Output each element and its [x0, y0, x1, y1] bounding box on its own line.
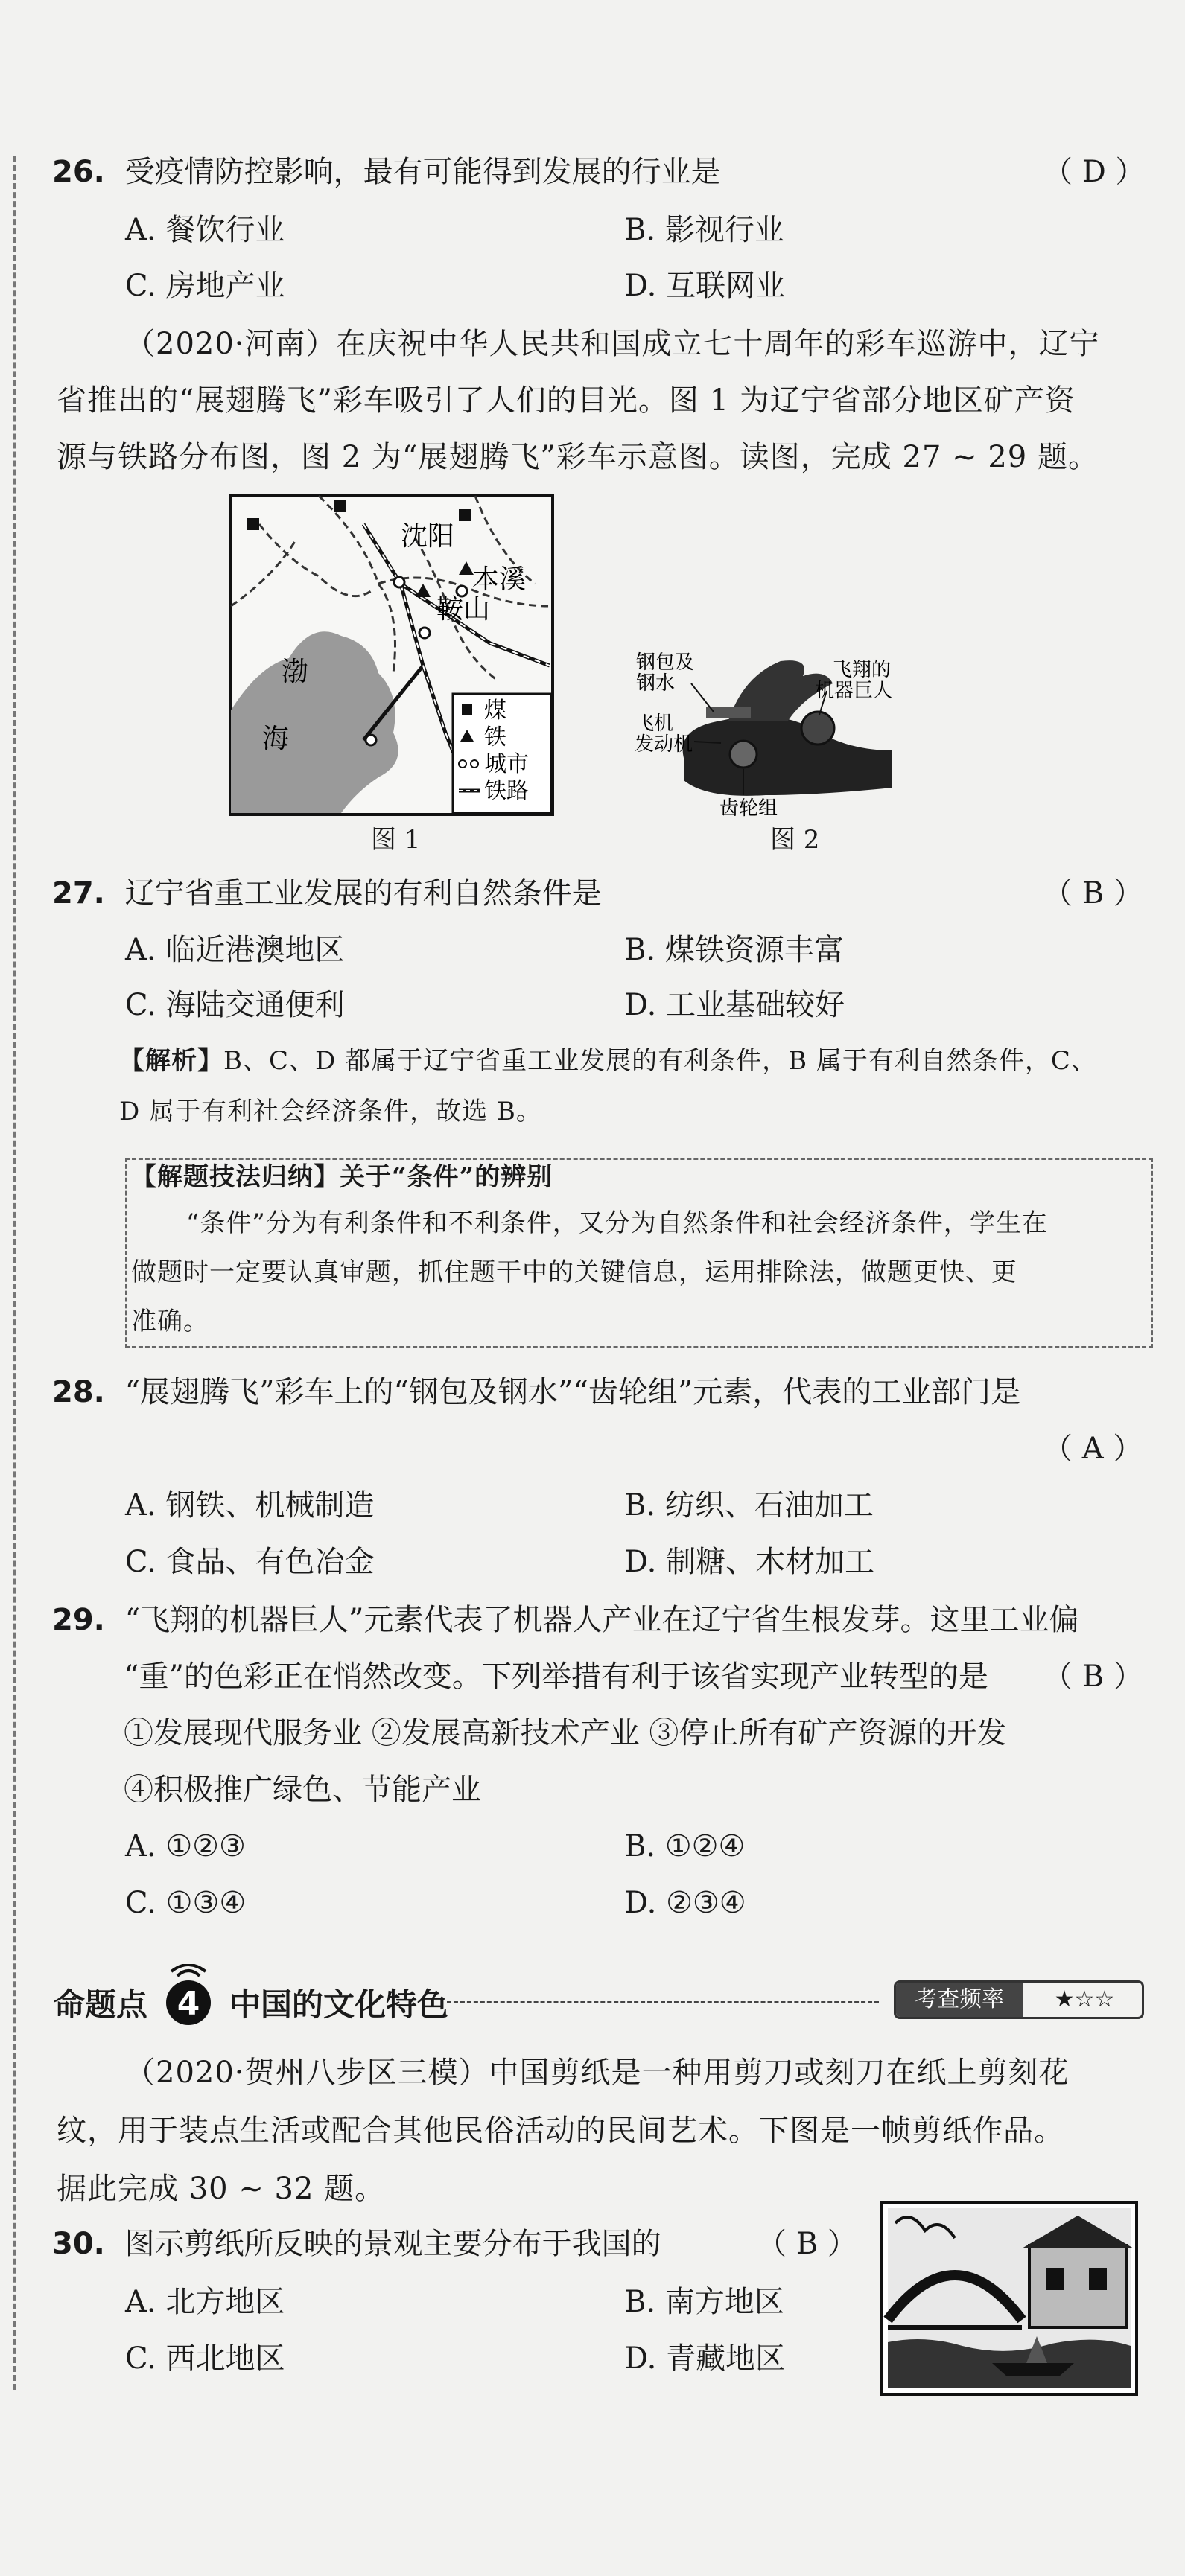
frequency-badge — [894, 1980, 1144, 2019]
option-b: B. 煤铁资源丰富 — [624, 933, 844, 967]
paper-cut-image — [880, 2201, 1138, 2396]
option-b: B. ①②④ — [624, 1829, 746, 1864]
figure-2-float — [632, 646, 900, 817]
option-b: B. 纺织、石油加工 — [624, 1488, 874, 1523]
analysis-line-1 — [119, 1044, 1097, 1078]
legend-coal: 煤 — [484, 698, 506, 724]
float-body — [683, 715, 892, 796]
intro-line: 纹，用于装点生活或配合其他民俗活动的民间艺术。下图是一帧剪纸作品。 — [57, 2114, 1064, 2148]
frequency-stars: ★☆☆ — [1054, 1986, 1115, 2012]
analysis-text: B、C、D 都属于辽宁省重工业发展的有利条件，B 属于有利自然条件，C、 — [223, 1046, 1097, 1076]
question-stem: “展翅腾飞”彩车上的“钢包及钢水”“齿轮组”元素，代表的工业部门是 — [124, 1375, 1021, 1409]
label-steel-1: 钢包及 — [636, 651, 695, 674]
figure-1-caption: 图 1 — [371, 825, 421, 855]
city-marker — [419, 628, 430, 638]
tip-line: 做题时一定要认真审题，抓住题干中的关键信息，运用排除法，做题更快、更 — [131, 1257, 1017, 1287]
coal-marker — [459, 509, 471, 521]
topic-number: 4 — [177, 1985, 200, 2023]
legend-railway: 铁路 — [484, 778, 529, 804]
option-a: A. 临近港澳地区 — [125, 933, 345, 967]
legend-city: 城市 — [484, 751, 529, 777]
intro-line: 源与铁路分布图，图 2 为“展翅腾飞”彩车示意图。读图，完成 27 ~ 29 题。 — [57, 440, 1099, 474]
question-27 — [52, 874, 602, 913]
tip-line: 准确。 — [131, 1307, 209, 1336]
frequency-label: 考查频率 — [896, 1983, 1023, 2017]
option-d: D. 青藏地区 — [624, 2341, 786, 2376]
question-number: 30. — [52, 2227, 105, 2261]
city-marker — [366, 735, 376, 745]
place-hai: 海 — [262, 724, 290, 754]
option-d: D. 制糖、木材加工 — [624, 1545, 875, 1579]
option-c: C. 房地产业 — [125, 269, 285, 303]
question-stem: 受疫情防控影响，最有可能得到发展的行业是 — [124, 155, 721, 189]
option-d: D. ②③④ — [624, 1886, 746, 1920]
answer-28: （ A ） — [1043, 1432, 1143, 1466]
option-b: B. 影视行业 — [624, 213, 784, 247]
answer-30: （ B ） — [757, 2227, 857, 2261]
answer-26: （ D ） — [1043, 155, 1146, 189]
house — [1029, 2245, 1126, 2327]
figure-1-map — [229, 494, 554, 816]
option-c: C. 海陆交通便利 — [125, 988, 345, 1022]
label-robot-2: 机器巨人 — [815, 680, 893, 702]
analysis-tag: 【解析】 — [119, 1046, 223, 1076]
label-engine-1: 飞机 — [635, 712, 674, 735]
question-number: 28. — [52, 1375, 105, 1409]
place-anshan: 鞍山 — [436, 594, 491, 625]
label-gear: 齿轮组 — [719, 797, 778, 817]
option-d: D. 工业基础较好 — [624, 988, 845, 1022]
option-c: C. 西北地区 — [125, 2341, 285, 2376]
option-d: D. 互联网业 — [624, 269, 786, 303]
option-b: B. 南方地区 — [624, 2285, 784, 2319]
binding-cut-line — [13, 156, 16, 2390]
answer-29: （ B ） — [1043, 1660, 1143, 1694]
place-shenyang: 沈阳 — [401, 521, 455, 552]
tip-line: “条件”分为有利条件和不利条件，又分为自然条件和社会经济条件，学生在 — [186, 1208, 1048, 1238]
question-number: 27. — [52, 876, 105, 911]
option-c: C. 食品、有色冶金 — [125, 1545, 375, 1579]
intro-line: （2020·贺州八步区三模）中国剪纸是一种用剪刀或刻刀在纸上剪刻花 — [125, 2056, 1070, 2090]
analysis-line-2: D 属于有利社会经济条件，故选 B。 — [119, 1097, 542, 1126]
topic-divider — [447, 2001, 879, 2003]
question-stem: 图示剪纸所反映的景观主要分布于我国的 — [124, 2227, 661, 2261]
intro-line: 省推出的“展翅腾飞”彩车吸引了人们的目光。图 1 为辽宁省部分地区矿产资 — [57, 383, 1076, 418]
figure-2-caption: 图 2 — [770, 825, 820, 855]
question-26 — [52, 153, 721, 191]
question-stem-line: “重”的色彩正在悄然改变。下列举措有利于该省实现产业转型的是 — [124, 1660, 988, 1694]
topic-number-badge — [155, 1964, 222, 2031]
coal-marker — [334, 500, 346, 512]
intro-line: （2020·河南）在庆祝中华人民共和国成立七十周年的彩车巡游中，辽宁 — [125, 327, 1100, 361]
option-c: C. ①③④ — [125, 1886, 247, 1920]
option-a: A. 北方地区 — [125, 2285, 285, 2319]
coal-marker — [247, 518, 259, 530]
question-stem: 辽宁省重工业发展的有利自然条件是 — [124, 876, 602, 911]
question-number: 26. — [52, 155, 105, 189]
option-a: A. 钢铁、机械制造 — [125, 1488, 375, 1523]
tip-title: 【解题技法归纳】关于“条件”的辨别 — [131, 1162, 553, 1192]
statement-line: ④积极推广绿色、节能产业 — [124, 1773, 481, 1807]
label-engine-2: 发动机 — [635, 733, 693, 756]
robot-head — [801, 712, 834, 745]
option-a: A. ①②③ — [125, 1829, 246, 1864]
question-stem-line: “飞翔的机器巨人”元素代表了机器人产业在辽宁省生根发芽。这里工业偏 — [124, 1603, 1079, 1637]
legend-iron: 铁 — [484, 724, 506, 750]
topic-prefix: 命题点 — [54, 1986, 148, 2023]
question-30 — [52, 2225, 661, 2263]
question-number: 29. — [52, 1603, 105, 1637]
statement-line: ①发展现代服务业 ②发展高新技术产业 ③停止所有矿产资源的开发 — [124, 1716, 1007, 1750]
question-28 — [52, 1373, 1020, 1412]
label-steel-2: 钢水 — [636, 672, 676, 695]
question-29 — [52, 1601, 1078, 1639]
answer-27: （ B ） — [1043, 876, 1143, 911]
option-a: A. 餐饮行业 — [125, 213, 285, 247]
city-marker — [394, 577, 404, 587]
gear — [730, 741, 757, 768]
place-bo: 渤 — [282, 657, 309, 687]
place-benxi: 本溪 — [472, 564, 527, 595]
topic-title: 中国的文化特色 — [229, 1986, 449, 2023]
label-robot-1: 飞翔的 — [833, 659, 892, 681]
intro-line: 据此完成 30 ~ 32 题。 — [57, 2172, 386, 2206]
